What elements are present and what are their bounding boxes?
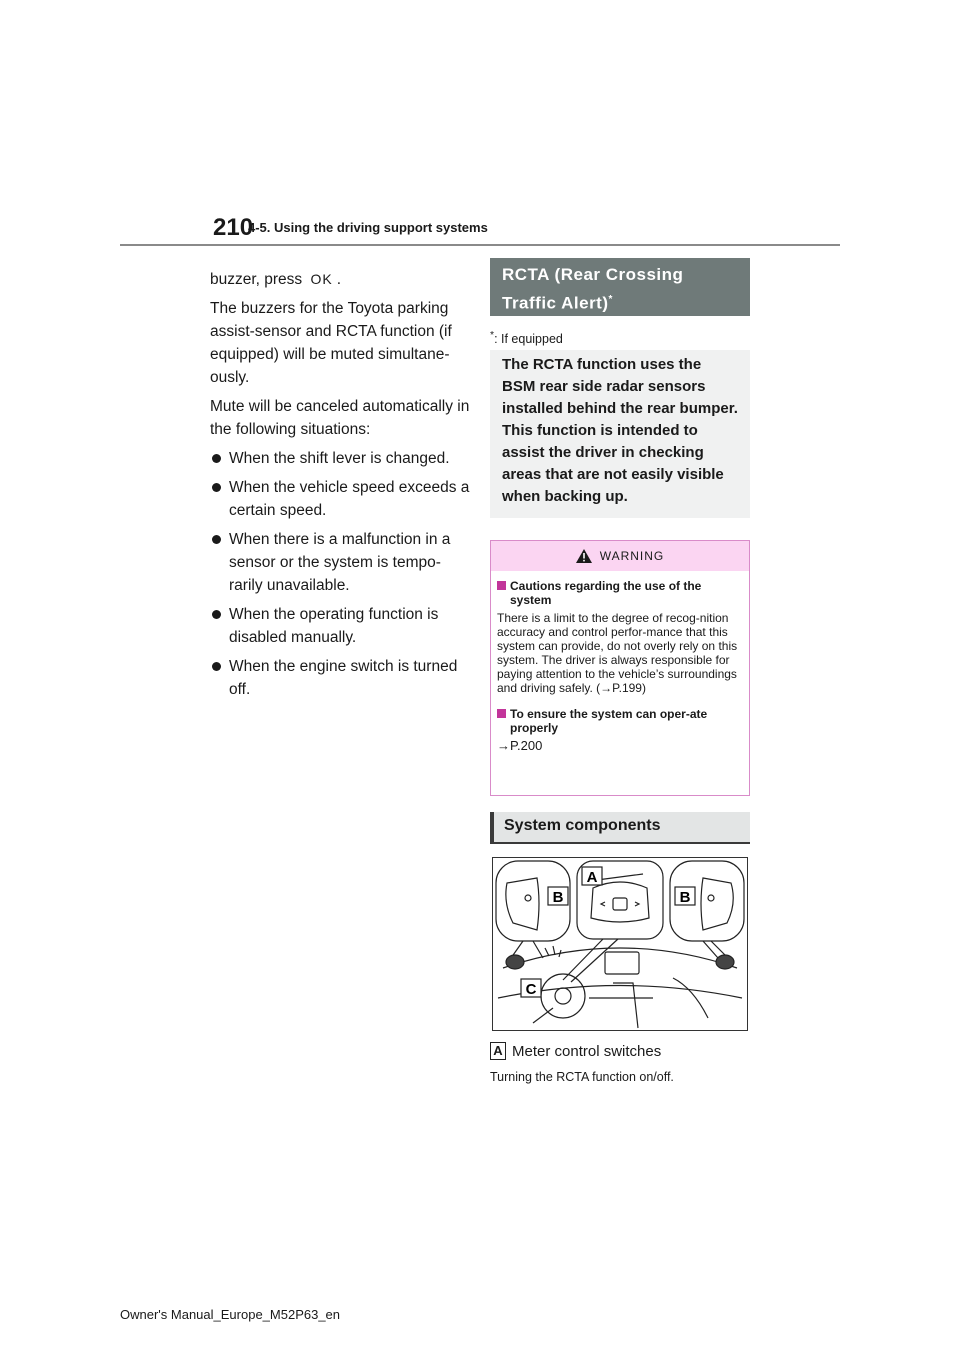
legend-item-a [490, 1042, 661, 1060]
para-mute: The buzzers for the Toyota parking assist-sensor and RCTA function (if equipped) will be muted simultane-ously. [210, 300, 452, 386]
legend-text: Meter control switches [512, 1042, 662, 1060]
warning-header [491, 541, 749, 571]
footnote-mark: * [490, 330, 495, 341]
warning-text: There is a limit to the degree of recog-nition accuracy and control perfor-mance that this system can provide, do not overly rely on this system. The driver is always responsible for paying attention to the vehicle’s surroundings and driving safely. (→P.199) [497, 611, 738, 695]
list-item [210, 528, 470, 597]
legend-label: A [490, 1042, 506, 1060]
dashboard-illustration [493, 858, 747, 1030]
list-item [210, 603, 470, 649]
list-item [210, 476, 470, 522]
figure-label-b-right: B [679, 889, 691, 906]
section-title: 4-5. Using the driving support systems [248, 220, 488, 235]
rcta-heading-text: RCTA (Rear Crossing Traffic Alert) [502, 265, 684, 313]
figure-label-b-left: B [552, 889, 564, 906]
warning-subheading-text: Cautions regarding the use of the system [510, 579, 702, 607]
bullet-icon [212, 662, 221, 671]
para-buzzer-text: buzzer, press [210, 271, 303, 288]
footer-text: Owner's Manual_Europe_M52P63_en [120, 1307, 341, 1322]
left-column [210, 268, 470, 707]
square-bullet-icon [497, 581, 506, 590]
square-bullet-icon [497, 709, 506, 718]
figure-label-c: C [525, 981, 537, 998]
list-item-text: When the operating function is disabled manually. [229, 606, 439, 646]
rcta-intro: The RCTA function uses the BSM rear side radar sensors installed behind the rear bumper. This function is intended to assist the driver in checking areas that are not easily visible when backing up. [490, 350, 750, 518]
list-item-text: When there is a malfunction in a sensor or the system is tempo-rarily unavailable. [229, 531, 451, 594]
system-components-figure [492, 857, 748, 1031]
ok-button-icon: OK [310, 271, 333, 287]
warning-triangle-icon [576, 549, 592, 563]
page-number: 210 [213, 214, 254, 241]
footnote [490, 330, 563, 346]
warning-subheading [497, 707, 743, 735]
footnote-text: : If equipped [494, 332, 563, 347]
para-buzzer-end: . [336, 271, 342, 288]
warning-body [491, 571, 749, 753]
para-cancel: Mute will be canceled automatically in the following situations: [210, 398, 470, 438]
cancel-conditions-list [210, 447, 470, 701]
rcta-footnote-mark: * [608, 294, 613, 305]
header-rule [120, 244, 840, 246]
warning-subheading-text: To ensure the system can oper-ate properly [510, 707, 708, 735]
bullet-icon [212, 535, 221, 544]
warning-page-ref: →P.200 [497, 738, 543, 753]
bullet-icon [212, 454, 221, 463]
system-components-heading: System components [490, 812, 750, 844]
list-item-text: When the engine switch is turned off. [229, 658, 458, 698]
warning-box [490, 540, 750, 796]
list-item-text: When the shift lever is changed. [229, 450, 450, 467]
legend-description: Turning the RCTA function on/off. [490, 1070, 674, 1084]
list-item [210, 655, 470, 701]
para-buzzer [210, 268, 470, 291]
figure-label-a: A [586, 869, 598, 886]
list-item-text: When the vehicle speed exceeds a certain speed. [229, 479, 470, 519]
rcta-heading [490, 258, 750, 316]
warning-title: WARNING [599, 549, 665, 563]
list-item [210, 447, 470, 470]
warning-subheading [497, 579, 743, 607]
bullet-icon [212, 610, 221, 619]
bullet-icon [212, 483, 221, 492]
